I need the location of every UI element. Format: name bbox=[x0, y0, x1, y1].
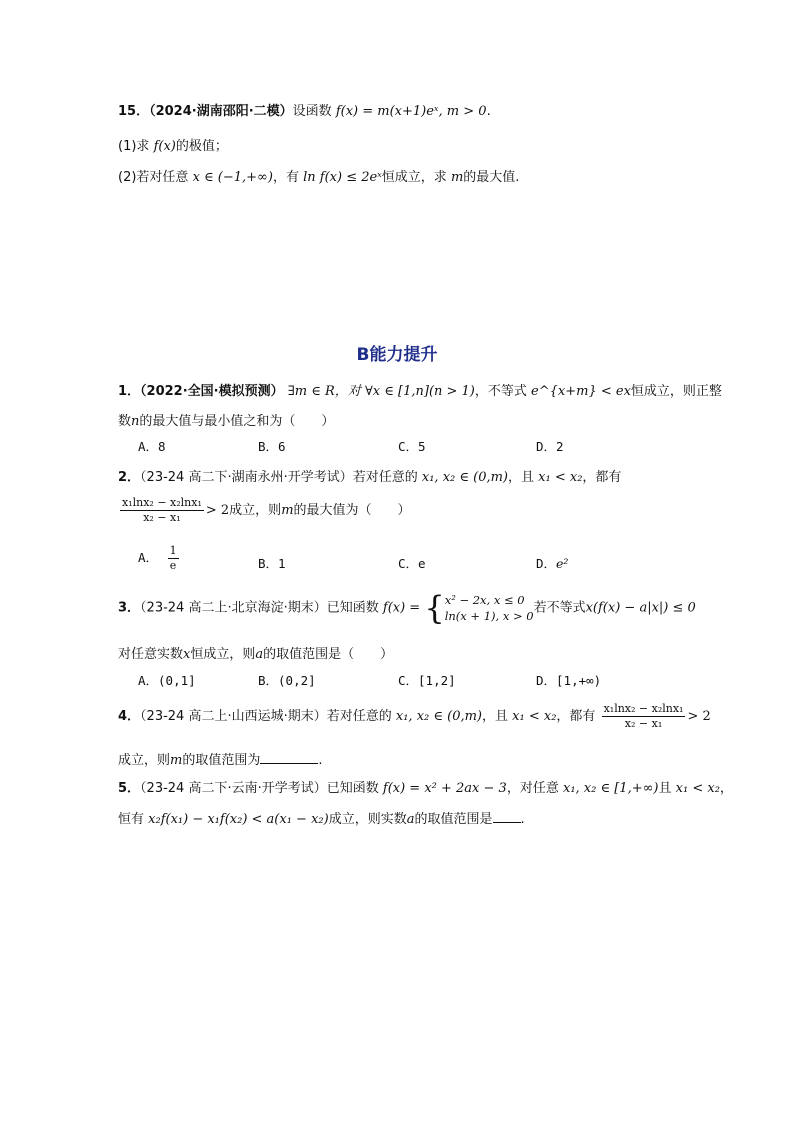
option-d bbox=[536, 554, 568, 572]
question-text: 的取值范围为 bbox=[182, 753, 261, 768]
fraction bbox=[168, 544, 179, 573]
question-source: （23-24 高二上·北京海淀·期末） bbox=[140, 600, 327, 616]
question-2-line-2 bbox=[118, 496, 411, 525]
option-a: A．8 bbox=[138, 439, 166, 454]
formula: x(f(x) − a|x|) ≤ 0 bbox=[585, 600, 696, 616]
question-text: 已知函数 bbox=[326, 781, 379, 796]
fraction-denominator: x₂ − x₁ bbox=[143, 511, 181, 524]
question-text: ，对任意 bbox=[506, 781, 559, 796]
question-number: 5． bbox=[118, 781, 141, 796]
question-3-line-2 bbox=[118, 643, 393, 662]
question-1-line-1 bbox=[118, 380, 722, 399]
part-text: 的极值； bbox=[175, 139, 228, 154]
option-a: A．(0,1] bbox=[138, 673, 196, 688]
question-source: （23-24 高二下·湖南永州·开学考试） bbox=[140, 470, 353, 485]
fraction-numerator: x₁lnx₂ − x₂lnx₁ bbox=[122, 496, 202, 509]
question-text: . bbox=[318, 753, 323, 768]
question-text: 的最大值与最小值之和为（ ） bbox=[139, 414, 335, 429]
formula: x bbox=[183, 647, 191, 662]
option-b: B．1 bbox=[258, 556, 286, 571]
question-3-line-1 bbox=[118, 589, 696, 627]
question-number: 4． bbox=[118, 709, 141, 724]
question-text: 若不等式 bbox=[533, 600, 586, 616]
question-text: 设函数 bbox=[292, 104, 332, 119]
option-c: C．[1,2] bbox=[398, 673, 456, 688]
formula: x₁, x₂ ∈ (0,m) bbox=[395, 709, 483, 724]
formula: x₁, x₂ ∈ (0,m) bbox=[421, 470, 509, 485]
formula: x₁, x₂ ∈ [1,+∞) bbox=[562, 781, 659, 796]
fraction bbox=[120, 496, 204, 525]
question-1-line-2 bbox=[118, 410, 334, 429]
option-value: e² bbox=[556, 556, 569, 571]
formula: ∃m ∈ R，对 bbox=[287, 384, 361, 399]
case-2: ln(x + 1), x > 0 bbox=[444, 609, 534, 623]
question-text: 若对任意的 bbox=[352, 470, 418, 485]
option-d: D．[1,+∞) bbox=[536, 673, 602, 688]
answer-blank bbox=[493, 822, 521, 823]
question-4-line-2 bbox=[118, 749, 323, 768]
question-text: 的取值范围是（ ） bbox=[263, 647, 394, 662]
question-text: 恒成立，则 bbox=[190, 647, 256, 662]
question-text: 恒有 bbox=[118, 812, 145, 827]
answer-blank bbox=[260, 763, 318, 764]
option-label: A． bbox=[138, 550, 159, 565]
formula: > 2 bbox=[687, 709, 711, 724]
option-a bbox=[138, 544, 181, 573]
fraction-denominator: x₂ − x₁ bbox=[624, 717, 663, 730]
cases bbox=[445, 592, 534, 624]
question-source: （23-24 高二下·云南·开学考试） bbox=[140, 781, 327, 796]
formula: e^{x+m} < ex bbox=[531, 384, 631, 399]
part-label: (2)若对任意 bbox=[118, 170, 189, 185]
formula: m bbox=[281, 503, 294, 518]
option-c: C．e bbox=[398, 556, 426, 571]
question-text: . bbox=[520, 812, 525, 827]
formula: x ∈ (−1,+∞) bbox=[192, 170, 273, 185]
fraction-numerator: 1 bbox=[169, 544, 177, 557]
question-number: 1． bbox=[118, 384, 141, 399]
formula: ∀x ∈ [1,n](n > 1) bbox=[364, 384, 475, 399]
fraction-numerator: x₁lnx₂ − x₂lnx₁ bbox=[603, 702, 684, 715]
question-text: 恒成立，则正整 bbox=[630, 384, 722, 399]
part-label: (1)求 bbox=[118, 139, 150, 154]
formula: f(x) = bbox=[382, 600, 421, 616]
question-text: 若对任意的 bbox=[326, 709, 392, 724]
option-c: C．5 bbox=[398, 439, 426, 454]
question-number: 2． bbox=[118, 470, 141, 485]
formula: > 2 bbox=[205, 503, 230, 518]
part-text: 恒成立，求 bbox=[381, 170, 447, 185]
question-text: 成立，则 bbox=[229, 503, 282, 518]
formula: x₁ < x₂ bbox=[538, 470, 583, 485]
formula: m bbox=[170, 753, 183, 768]
question-source: （23-24 高二上·山西运城·期末） bbox=[140, 709, 327, 724]
formula: x₂f(x₁) − x₁f(x₂) < a(x₁ − x₂) bbox=[148, 812, 329, 827]
question-text: 的取值范围是 bbox=[414, 812, 493, 827]
case-1: x² − 2x, x ≤ 0 bbox=[444, 593, 525, 607]
question-number: 15． bbox=[118, 104, 150, 119]
formula: f(x) = m(x+1)eˣ, m > 0 bbox=[335, 104, 487, 119]
question-15-part-2 bbox=[118, 166, 519, 185]
question-text: 已知函数 bbox=[326, 600, 379, 616]
option-d: D．2 bbox=[536, 439, 564, 454]
question-text: . bbox=[486, 104, 491, 119]
question-15-part-1 bbox=[118, 135, 228, 154]
fraction-denominator: e bbox=[168, 558, 179, 573]
formula: a bbox=[406, 812, 415, 827]
formula: x₁ < x₂ bbox=[675, 781, 720, 796]
question-text: 数 bbox=[118, 414, 132, 429]
section-title: B能力提升 bbox=[356, 345, 438, 365]
question-text: 成立，则 bbox=[118, 753, 171, 768]
question-text: 且 bbox=[658, 781, 672, 796]
question-text: 的最大值为（ ） bbox=[293, 503, 411, 518]
option-b: B．6 bbox=[258, 439, 286, 454]
question-text: 成立，则实数 bbox=[328, 812, 407, 827]
formula: a bbox=[255, 647, 264, 662]
question-text: ，且 bbox=[508, 470, 535, 485]
fraction bbox=[602, 702, 686, 731]
question-text: ， bbox=[719, 781, 733, 796]
formula: m bbox=[450, 170, 464, 185]
formula: x₁ < x₂ bbox=[512, 709, 557, 724]
option-b: B．(0,2] bbox=[258, 673, 316, 688]
formula: f(x) = x² + 2ax − 3 bbox=[382, 781, 507, 796]
brace-symbol: { bbox=[424, 589, 445, 627]
question-text: ，都有 bbox=[582, 470, 622, 485]
question-number: 3． bbox=[118, 600, 141, 616]
part-text: ，有 bbox=[272, 170, 299, 185]
formula: ln f(x) ≤ 2eˣ bbox=[303, 170, 382, 185]
question-text: ，且 bbox=[482, 709, 509, 724]
question-source: （2022·全国·模拟预测） bbox=[140, 384, 284, 399]
question-15-line-1 bbox=[118, 100, 491, 119]
piecewise-function bbox=[424, 589, 534, 627]
option-label: D． bbox=[536, 556, 557, 571]
formula: n bbox=[131, 414, 140, 429]
question-5-line-2 bbox=[118, 808, 525, 827]
question-2-line-1 bbox=[118, 466, 621, 485]
question-text: ，不等式 bbox=[474, 384, 527, 399]
question-text: ，都有 bbox=[556, 709, 596, 724]
question-source: （2024·湖南邵阳·二模） bbox=[149, 104, 293, 119]
question-4-line-1 bbox=[118, 702, 711, 731]
part-text: 的最大值. bbox=[463, 170, 520, 185]
question-text: 对任意实数 bbox=[118, 647, 184, 662]
formula: f(x) bbox=[153, 139, 176, 154]
question-5-line-1 bbox=[118, 777, 733, 796]
